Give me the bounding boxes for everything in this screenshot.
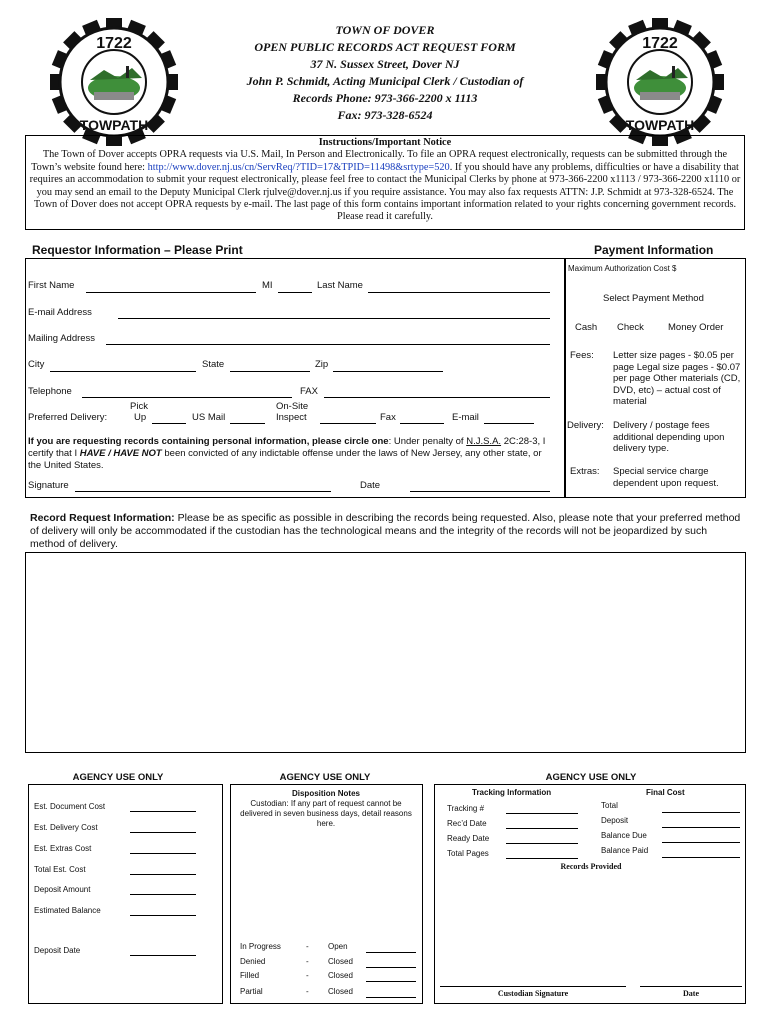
dash-1: - <box>306 942 309 951</box>
ready-date-label: Ready Date <box>447 834 490 843</box>
requestor-title: Requestor Information – Please Print <box>32 243 243 257</box>
balance-paid-label: Balance Paid <box>601 846 649 855</box>
extras-label: Extras: <box>570 466 600 477</box>
payment-title: Payment Information <box>594 243 714 257</box>
select-payment-label: Select Payment Method <box>603 293 704 304</box>
deposit-field[interactable] <box>662 827 740 828</box>
cert-have-options[interactable]: HAVE / HAVE NOT <box>79 448 162 459</box>
zip-field[interactable] <box>333 371 443 372</box>
logo-year-left: 1722 <box>96 35 132 52</box>
custodian-signature-label: Custodian Signature <box>497 989 569 998</box>
open-label: Open <box>328 942 348 951</box>
custodian-signature-field[interactable] <box>440 986 626 987</box>
deposit-amount-field[interactable] <box>130 894 196 895</box>
cert-njsa: N.J.S.A. <box>466 436 502 447</box>
total-est-cost-field[interactable] <box>130 874 196 875</box>
fax-delivery-label: Fax <box>380 412 396 423</box>
delivery-text: Delivery / postage fees additional depending upon delivery type. <box>613 420 725 454</box>
dash-2: - <box>306 957 309 966</box>
fees-label: Fees: <box>570 350 594 361</box>
disposition-notes-title: Disposition Notes <box>291 789 360 798</box>
fax-label: FAX <box>300 386 318 397</box>
email-field[interactable] <box>118 318 550 319</box>
header-form-title: OPEN PUBLIC RECORDS ACT REQUEST FORM <box>254 40 516 54</box>
total-pages-label: Total Pages <box>447 849 489 858</box>
signature-field[interactable] <box>75 491 331 492</box>
town-seal-logo-left <box>46 18 182 146</box>
dash-4: - <box>306 987 309 996</box>
mi-field[interactable] <box>278 292 312 293</box>
est-document-cost-label: Est. Document Cost <box>34 802 106 811</box>
custodian-date-label: Date <box>683 989 699 998</box>
balance-due-field[interactable] <box>662 842 740 843</box>
balance-due-label: Balance Due <box>601 831 647 840</box>
opra-link[interactable]: http://www.dover.nj.us/cn/ServReq/?TID=17&TPID=11498&srtype=520 <box>147 161 450 173</box>
closed-label-2: Closed <box>328 971 353 980</box>
header-address: 37 N. Sussex Street, Dover NJ <box>310 57 460 71</box>
cert-c: been convicted of any indictable offense under the laws of New Jersey, any other state, or the United States. <box>28 448 542 471</box>
state-label: State <box>202 359 225 370</box>
dash-3: - <box>306 971 309 980</box>
agency-title-1: AGENCY USE ONLY <box>72 772 164 783</box>
open-field[interactable] <box>366 952 416 953</box>
inspect-label: Inspect <box>276 412 307 423</box>
check-option[interactable]: Check <box>617 322 644 333</box>
total-label: Total <box>601 801 618 810</box>
fax-delivery-field[interactable] <box>400 423 444 424</box>
mailing-field[interactable] <box>106 344 550 345</box>
final-cost-title: Final Cost <box>646 788 685 797</box>
recd-date-field[interactable] <box>506 828 578 829</box>
first-name-label: First Name <box>28 280 75 291</box>
notice-text-a: The Town of Dover accepts OPRA requests via U.S. Mail, In Person and Electronically. To file an OPRA request electronically, requests can be submitted through the Town’s website found here: <box>31 149 728 173</box>
town-seal-logo-right <box>592 18 728 146</box>
header-fax: Fax: 973-328-6524 <box>337 108 433 122</box>
logo-year-right: 1722 <box>642 35 678 52</box>
deposit-label: Deposit <box>601 816 629 825</box>
city-field[interactable] <box>50 371 196 372</box>
header-clerk: John P. Schmidt, Acting Municipal Clerk / Custodian of <box>246 74 524 88</box>
closed-field-3[interactable] <box>366 997 416 998</box>
disposition-notes-text: Custodian: If any part of request cannot be delivered in seven business days, detail reasons here. <box>240 799 412 828</box>
agency-title-2: AGENCY USE ONLY <box>279 772 371 783</box>
fees-text: Letter size pages - $0.05 per page Legal size pages - $0.07 per page Other materials (CD, DVD, etc) – actual cost of material <box>613 350 741 407</box>
date-label: Date <box>360 480 381 491</box>
closed-label-1: Closed <box>328 957 353 966</box>
tracking-number-field[interactable] <box>506 813 578 814</box>
tracking-number-label: Tracking # <box>447 804 485 813</box>
header-town: TOWN OF DOVER <box>335 23 435 37</box>
record-request-text: Please be as specific as possible in describing the records being requested. Also, please note that your preferred method of delivery will only be accommodated if the custodian has the technological means and the integrity of the records will not be jeopardized by such method of delivery. <box>30 512 741 550</box>
deposit-date-label: Deposit Date <box>34 946 81 955</box>
notice-title: Instructions/Important Notice <box>318 137 452 148</box>
est-delivery-cost-label: Est. Delivery Cost <box>34 823 98 832</box>
total-est-cost-label: Total Est. Cost <box>34 865 86 874</box>
in-progress-label: In Progress <box>240 942 281 951</box>
pickup-field[interactable] <box>152 423 186 424</box>
last-name-label: Last Name <box>317 280 363 291</box>
est-extras-cost-field[interactable] <box>130 853 196 854</box>
notice-body <box>29 149 741 223</box>
record-request-title: Record Request Information: <box>30 512 175 524</box>
money-order-option[interactable]: Money Order <box>668 322 724 333</box>
telephone-field[interactable] <box>82 397 292 398</box>
custodian-date-field[interactable] <box>640 986 742 987</box>
notice-text-b: . If you should have any problems, difficulties or have a disability that requires an accommodation to submit your request electronically, please feel free to contact the Municipal Clerks by phone at 973-366-2200 x1113 / 973-366-2200 x1110 or you may send an email to the Deputy Municipal Clerk rjulve@dover.nj.us if you require assistance. You may also fax requests ATTN: J.P. Schmidt at 973-328-6524. The Town of Dover does not accept OPRA requests by e-mail. The last page of this form contains important information related to your rights concerning government records. Please read it carefully. <box>29 161 741 223</box>
up-label: Up <box>134 412 147 423</box>
telephone-label: Telephone <box>28 386 72 397</box>
agency-title-3: AGENCY USE ONLY <box>545 772 637 783</box>
filled-label: Filled <box>240 971 260 980</box>
cash-option[interactable]: Cash <box>575 322 598 333</box>
total-field[interactable] <box>662 812 740 813</box>
logo-name-left: TOWPATH <box>79 117 149 133</box>
deposit-date-field[interactable] <box>130 955 196 956</box>
max-auth-label: Maximum Authorization Cost $ <box>568 264 677 273</box>
est-extras-cost-label: Est. Extras Cost <box>34 844 92 853</box>
email-delivery-label: E-mail <box>452 412 479 423</box>
email-label: E-mail Address <box>28 307 92 318</box>
pick-label: Pick <box>130 401 148 412</box>
tracking-info-title: Tracking Information <box>472 788 552 797</box>
closed-field-1[interactable] <box>366 967 416 968</box>
state-field[interactable] <box>230 371 310 372</box>
extras-text: Special service charge dependent upon request. <box>613 466 719 489</box>
closed-label-3: Closed <box>328 987 353 996</box>
first-name-field[interactable] <box>86 292 256 293</box>
fax-field[interactable] <box>324 397 550 398</box>
record-request-instructions <box>30 512 742 551</box>
cert-bold: If you are requesting records containing personal information, please circle one <box>28 436 389 447</box>
onsite-label: On-Site <box>276 401 309 412</box>
estimated-balance-field[interactable] <box>130 915 196 916</box>
mi-label: MI <box>262 280 273 291</box>
total-pages-field[interactable] <box>506 858 578 859</box>
delivery-label: Delivery: <box>567 420 604 431</box>
deposit-amount-label: Deposit Amount <box>34 885 91 894</box>
signature-label: Signature <box>28 480 69 491</box>
zip-label: Zip <box>315 359 329 370</box>
certification-text <box>28 436 548 472</box>
mailing-label: Mailing Address <box>28 333 96 344</box>
inspect-field[interactable] <box>320 423 376 424</box>
record-request-textarea[interactable] <box>25 552 746 753</box>
us-mail-field[interactable] <box>230 423 265 424</box>
partial-label: Partial <box>240 987 263 996</box>
recd-date-label: Rec’d Date <box>447 819 487 828</box>
ready-date-field[interactable] <box>506 843 578 844</box>
preferred-delivery-label: Preferred Delivery: <box>28 412 108 423</box>
date-field[interactable] <box>410 491 550 492</box>
header-phone: Records Phone: 973-366-2200 x 1113 <box>292 91 478 105</box>
balance-paid-field[interactable] <box>662 857 740 858</box>
estimated-balance-label: Estimated Balance <box>34 906 101 915</box>
agency-box-3 <box>434 784 746 1004</box>
us-mail-label: US Mail <box>192 412 226 423</box>
denied-label: Denied <box>240 957 266 966</box>
records-provided-title: Records Provided <box>560 862 622 871</box>
instructions-notice <box>25 135 745 230</box>
est-document-cost-field[interactable] <box>130 811 196 812</box>
city-label: City <box>28 359 45 370</box>
last-name-field[interactable] <box>368 292 550 293</box>
cert-b: 2C:28-3, I certify that I <box>28 436 546 459</box>
est-delivery-cost-field[interactable] <box>130 832 196 833</box>
closed-field-2[interactable] <box>366 981 416 982</box>
logo-name-right: TOWPATH <box>625 117 695 133</box>
cert-a: : Under penalty of <box>388 436 467 447</box>
email-delivery-field[interactable] <box>484 423 534 424</box>
